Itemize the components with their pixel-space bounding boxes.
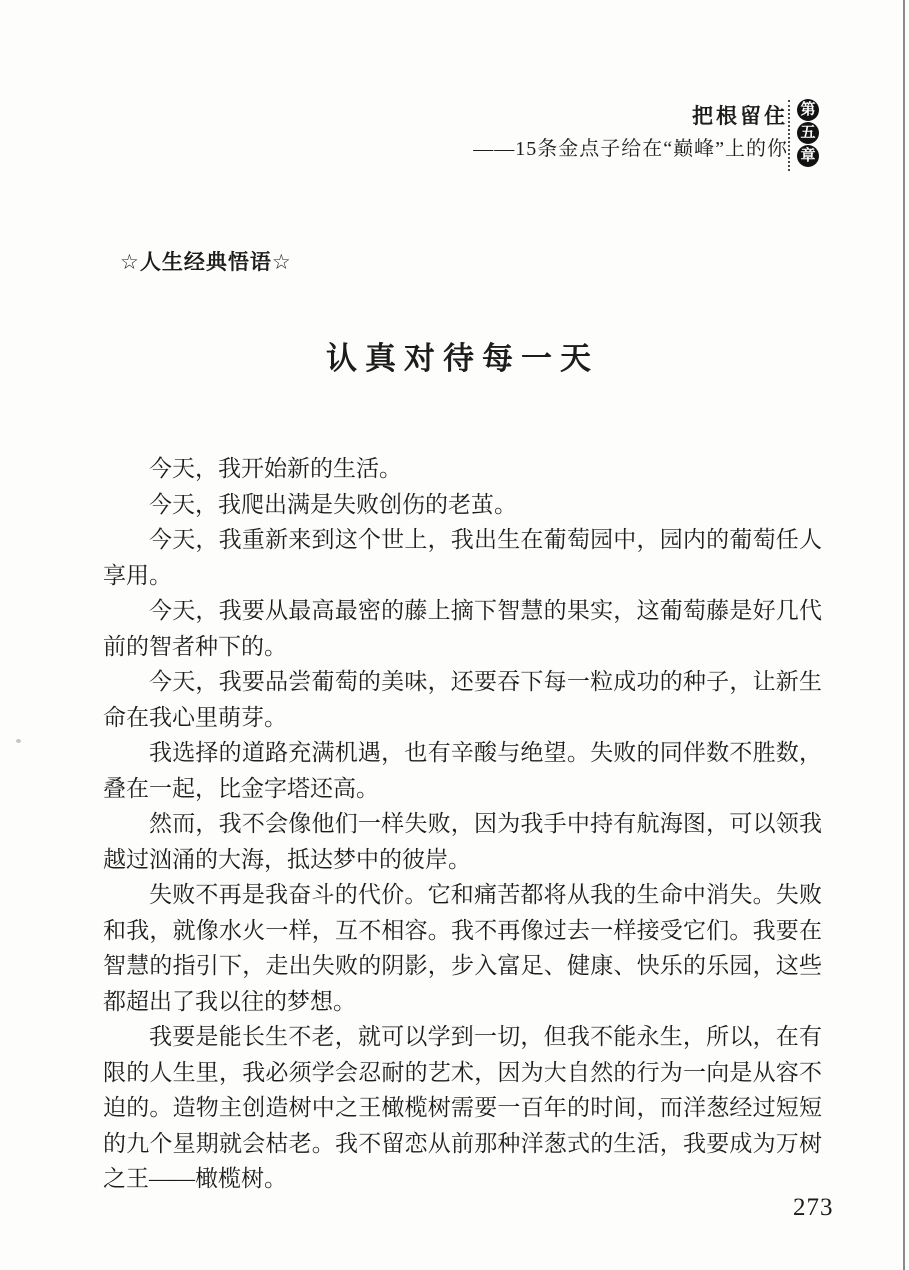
scan-edge-line — [903, 0, 905, 1270]
body-paragraph: 然而，我不会像他们一样失败，因为我手中持有航海图，可以领我越过汹涌的大海，抵达梦中的彼岸。 — [103, 811, 822, 872]
article-title: 认真对待每一天 — [326, 341, 599, 376]
section-heading: ☆人生经典悟语☆ — [120, 251, 292, 274]
body-paragraph: 今天，我要从最高最密的藤上摘下智慧的果实，这葡萄藤是好几代前的智者种下的。 — [103, 598, 822, 659]
body-paragraph: 失败不再是我奋斗的代价。它和痛苦都将从我的生命中消失。失败和我，就像水火一样，互不相容。我不再像过去一样接受它们。我要在智慧的指引下，走出失败的阴影，步入富足、健康、快乐的乐园，这些都超出了我以往的梦想。 — [103, 882, 822, 1014]
body-paragraph: 今天，我爬出满是失败创伤的老茧。 — [149, 491, 517, 517]
body-paragraph: 今天，我要品尝葡萄的美味，还要吞下每一粒成功的种子，让新生命在我心里萌芽。 — [103, 669, 822, 730]
chapter-badge-char-2: 五 — [797, 122, 819, 144]
chapter-badge-char-1: 第 — [797, 99, 819, 121]
chapter-badge-circles — [797, 99, 819, 167]
body-paragraph: 今天，我开始新的生活。 — [149, 456, 402, 481]
badge-dotted-line — [788, 100, 790, 171]
article-body — [103, 451, 822, 1197]
chapter-badge-char-3: 章 — [797, 145, 819, 167]
running-head-book-title: 把根留住 — [692, 104, 788, 128]
running-head — [473, 104, 788, 161]
scan-speck — [16, 739, 21, 743]
body-paragraph: 我要是能长生不老，就可以学到一切，但我不能永生，所以，在有限的人生里，我必须学会忍耐的艺术，因为大自然的行为一向是从容不迫的。造物主创造树中之王橄榄树需要一百年的时间，而洋葱经过短短的九个星期就会枯老。我不留恋从前那种洋葱式的生活，我要成为万树之王——橄榄树。 — [103, 1024, 822, 1191]
body-paragraph: 我选择的道路充满机遇，也有辛酸与绝望。失败的同伴数不胜数，叠在一起，比金字塔还高。 — [103, 740, 822, 801]
running-head-subtitle: ——15条金点子给在“巅峰”上的你 — [473, 138, 788, 161]
page-number: 273 — [793, 1194, 834, 1221]
chapter-badge — [788, 99, 819, 171]
body-paragraph: 今天，我重新来到这个世上，我出生在葡萄园中，园内的葡萄任人享用。 — [103, 527, 822, 588]
